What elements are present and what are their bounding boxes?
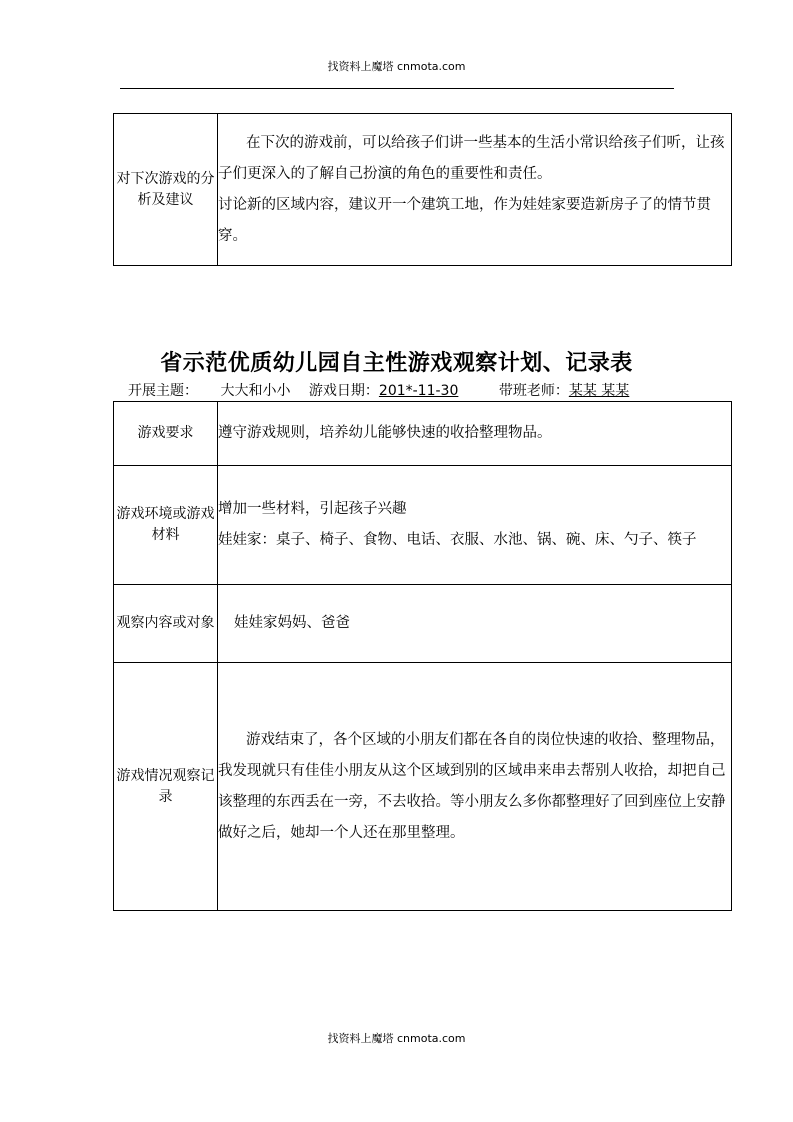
observation-target-text: 娃娃家妈妈、爸爸 (234, 615, 350, 631)
table-row (114, 402, 732, 466)
record-label: 游戏情况观察记录 (114, 663, 218, 911)
page-footer: 找资料上魔塔 cnmota.com (327, 1032, 466, 1045)
teacher-label: 带班老师： (498, 383, 569, 399)
requirement-label: 游戏要求 (114, 402, 218, 466)
observation-target-content (218, 585, 732, 663)
theme-value: 大大和小小 (220, 383, 291, 399)
record-content (218, 663, 732, 911)
requirement-text: 遵守游戏规则，培养幼儿能够快速的收拾整理物品。 (218, 425, 552, 441)
table-row (114, 585, 732, 663)
teacher-value: 某某 某某 (568, 383, 630, 399)
table-row (114, 466, 732, 585)
analysis-paragraph-1: 在下次的游戏前，可以给孩子们讲一些基本的生活小常识给孩子们听，让孩子们更深入的了解自己扮演的角色的重要性和责任。 (218, 134, 725, 182)
requirement-content (218, 402, 732, 466)
materials-content (218, 466, 732, 585)
form-title: 省示范优质幼儿园自主性游戏观察计划、记录表 (160, 350, 633, 376)
analysis-label: 对下次游戏的分析及建议 (114, 114, 218, 266)
materials-text-2: 娃娃家：桌子、椅子、食物、电话、衣服、水池、锅、碗、床、勺子、筷子 (218, 532, 697, 548)
form-meta (128, 380, 629, 400)
analysis-paragraph-2: 讨论新的区域内容，建议开一个建筑工地，作为娃娃家要造新房子了的情节贯穿。 (218, 196, 711, 244)
observation-target-label: 观察内容或对象 (114, 585, 218, 663)
date-label: 游戏日期： (308, 383, 379, 399)
header-divider (120, 88, 674, 89)
theme-label: 开展主题： (128, 383, 198, 399)
date-value: 201*-11-30 (378, 383, 459, 399)
previous-table (113, 113, 732, 266)
page-header: 找资料上魔塔 cnmota.com (327, 60, 466, 73)
materials-label: 游戏环境或游戏材料 (114, 466, 218, 585)
materials-text-1: 增加一些材料，引起孩子兴趣 (218, 501, 407, 517)
analysis-content (218, 114, 732, 266)
observation-table (113, 401, 732, 911)
table-row (114, 663, 732, 911)
record-text: 游戏结束了，各个区域的小朋友们都在各自的岗位快速的收拾、整理物品，我发现就只有佳佳小朋友从这个区域到别的区域串来串去帮别人收拾，却把自己该整理的东西丢在一旁，不去收拾。等小朋友么多你都整理好了回到座位上安静做好之后，她却一个人还在那里整理。 (218, 731, 726, 841)
